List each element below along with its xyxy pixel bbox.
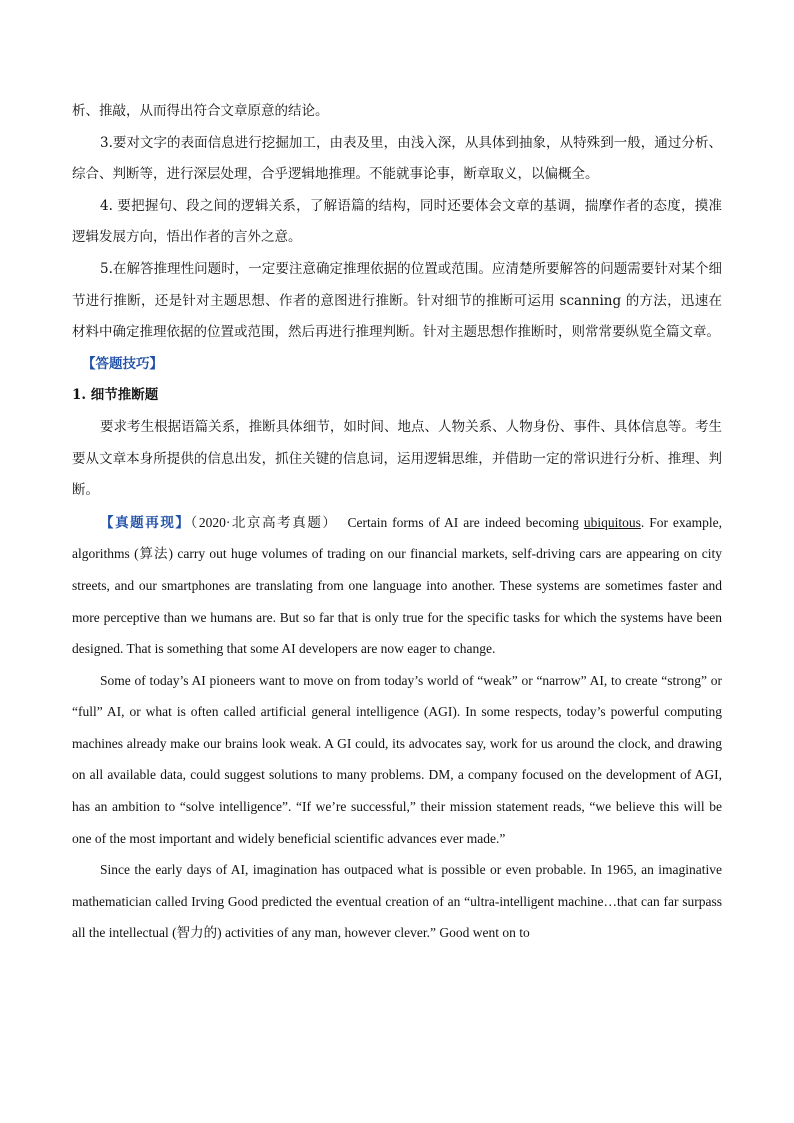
section-label-answer-tips: 【答题技巧】 [82, 355, 163, 372]
real-exam-tag: 【真题再现】 [100, 514, 191, 530]
passage-paragraph-1 [72, 507, 722, 665]
passage-source: （2020·北京高考真题） [190, 514, 338, 530]
document-body [72, 96, 722, 949]
paragraph-point-4: 4. 要把握句、段之间的逻辑关系，了解语篇的结构，同时还要体会文章的基调，揣摩作者的态度，摸准逻辑发展方向，悟出作者的言外之意。 [72, 197, 722, 246]
passage-paragraph-3: Since the early days of AI, imagination has outpaced what is possible or even probable. In 1965, an imaginative mathematician called Irving Good predicted the eventual creation of an “ultra-intelligent machine…that can far surpass all the intellectual (智力的) activities of any man, however clever.” Good went on to [72, 862, 722, 941]
underlined-word: ubiquitous [583, 514, 641, 530]
passage-p1-rest: . For example, algorithms (算法) carry out huge volumes of trading on our financial markets, self-driving cars are appearing on city streets, and our smartphones are translating from one language into another. These systems are sometimes faster and more perceptive than we humans are. But so far that is only true for the specific tasks for which the systems have been designed. That is something that some AI developers are now eager to change. [72, 514, 723, 657]
paragraph-detail-inference: 要求考生根据语篇关系，推断具体细节，如时间、地点、人物关系、人物身份、事件、具体信息等。考生要从文章本身所提供的信息出发，抓住关键的信息词，运用逻辑思维，并借助一定的常识进行分析、推理、判断。 [72, 418, 722, 499]
paragraph-point-3: 3.要对文字的表面信息进行挖掘加工，由表及里，由浅入深，从具体到抽象，从特殊到一般，通过分析、综合、判断等，进行深层处理，合乎逻辑地推理。不能就事论事，断章取义，以偏概全。 [72, 134, 722, 183]
heading-detail-inference: 1. 细节推断题 [72, 387, 159, 404]
passage-p1-start: Certain forms of AI are indeed becoming [347, 514, 584, 530]
passage-paragraph-2: Some of today’s AI pioneers want to move on from today’s world of “weak” or “narrow” AI, to create “strong” or “full” AI, or what is often called artificial general intelligence (AGI). In some respects, today’s powerful computing machines already make our brains look weak. A GI could, its advocates say, work for us around the clock, and drawing on all available data, could suggest solutions to many problems. DM, a company focused on the development of AGI, has an ambition to “solve intelligence”. “If we’re successful,” their mission statement reads, “we believe this will be one of the most important and widely beneficial scientific advances ever made.” [72, 672, 722, 846]
paragraph-continuation: 析、推敲，从而得出符合文章原意的结论。 [72, 103, 329, 119]
paragraph-point-5: 5.在解答推理性问题时，一定要注意确定推理依据的位置或范围。应清楚所要解答的问题需要针对某个细节进行推断，还是针对主题思想、作者的意图进行推断。针对细节的推断可运用 scanning 的方法，迅速在材料中确定推理依据的位置或范围，然后再进行推理判断。针对主题思想作推断时，则常常要纵览全篇文章。 [72, 260, 722, 341]
